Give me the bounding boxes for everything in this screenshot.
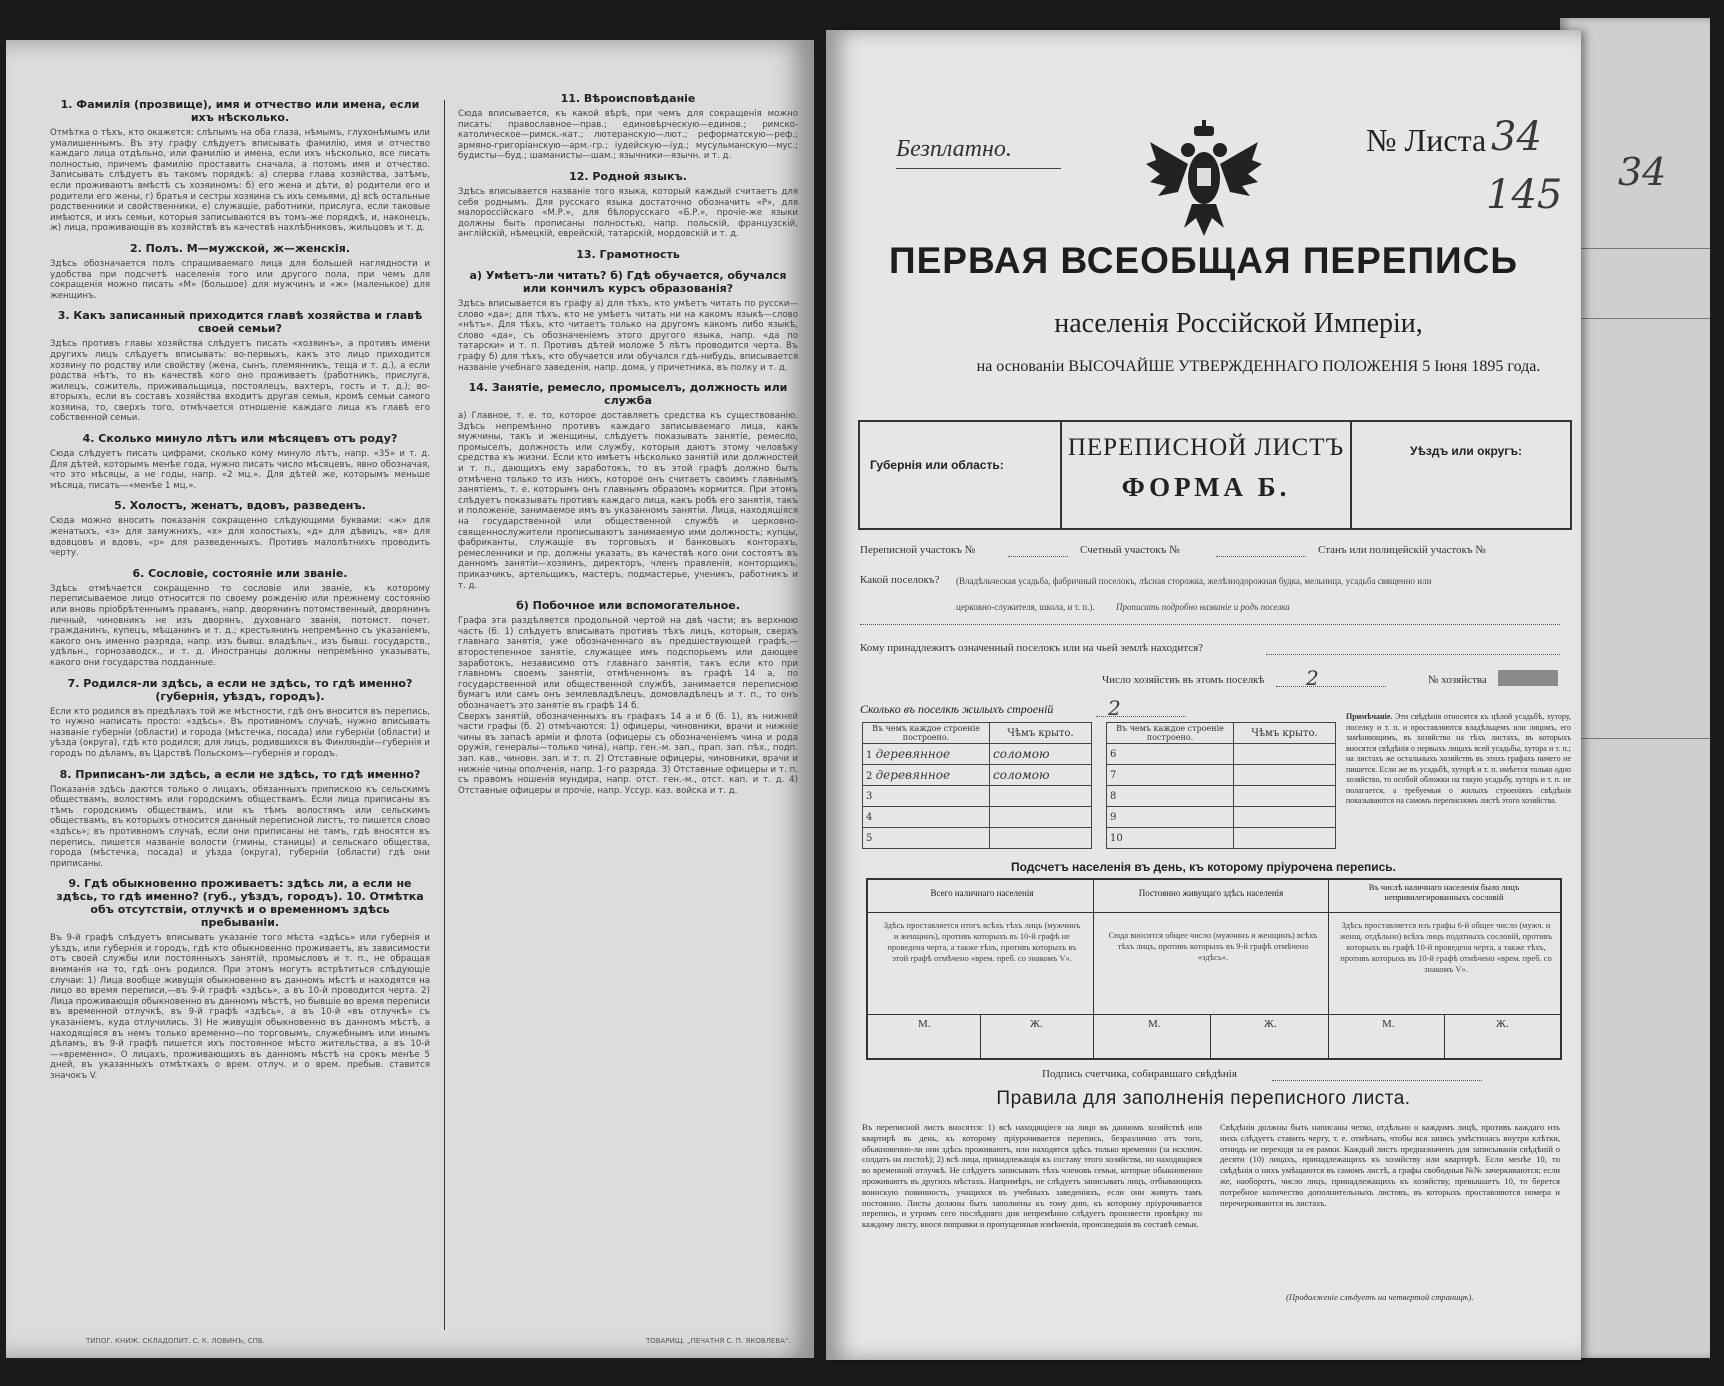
section-title: а) Умѣетъ-ли читать? б) Гдѣ обучается, обучался или кончилъ курсъ образованія? bbox=[469, 268, 787, 295]
owner-field[interactable] bbox=[1266, 654, 1560, 655]
instructions-column-2 bbox=[458, 84, 798, 1354]
section-title: б) Побочное или вспомогательное. bbox=[516, 599, 740, 613]
table-row[interactable]: 4 bbox=[863, 807, 1092, 828]
perepisnoy-uchastok-field[interactable] bbox=[1008, 556, 1068, 557]
households-value: 2 bbox=[1306, 666, 1319, 690]
count-col-unprivileged-text: Здѣсь проставляется изъ графы 6-й общее число (мужч. и женщ. отдѣльно) всѣхъ лицъ податныхъ сословій, противъ которыхъ въ графѣ 10-й проведена черта, а также тѣхъ, противъ которыхъ въ 10-й графѣ отмѣчено «врем. преб. со знакомъ V». bbox=[1339, 920, 1552, 974]
section-title: 3. Какъ записанный приходится главѣ хозяйства и главѣ своей семьи? bbox=[57, 309, 423, 336]
legal-basis: на основаніи ВЫСОЧАЙШЕ УТВЕРЖДЕННАГО ПОЛОЖЕНІЯ 5 Іюня 1895 года. bbox=[976, 358, 1541, 375]
section-title: 9. Гдѣ обыкновенно проживаетъ: здѣсь ли, а если не здѣсь, то гдѣ именно? (губ., уѣздъ, городъ). 10. Отмѣтка объ отсутствіи, отлучкѣ и о временномъ здѣсь пребываніи. bbox=[56, 877, 424, 930]
guberniya-label: Губернія или область: bbox=[870, 458, 1004, 472]
count-col-permanent-head: Постоянно живущаго здѣсь населенія bbox=[1138, 888, 1284, 898]
back-sheet-line bbox=[1560, 318, 1710, 319]
count-divider bbox=[868, 912, 1560, 913]
section-text: Здѣсь вписывается въ графу а) для тѣхъ, кто умѣетъ читать по русски—слово «да»; для тѣхъ, кто не умѣетъ читать ни на какомъ языкѣ—слово «нѣтъ». Для тѣхъ, кто читаетъ только на другомъ какомъ либо языкѣ, слово «да», съ обозначеніемъ этого другого языка, напр. «да по татарски» и т. п. Противъ дѣтей моложе 5 лѣтъ проводится черта. Въ графу б) для тѣхъ, кто обучается или обучался гдѣ-нибудь, вписывается названіе учебнаго заведенія, напр. дома, у причетника, въ полку и т. д. bbox=[458, 298, 798, 373]
count-divider bbox=[1328, 880, 1329, 1058]
col-built: Въ чемъ каждое строеніе построено. bbox=[863, 723, 990, 744]
table-row[interactable]: 10 bbox=[1107, 828, 1336, 849]
printer-footer-1: ТИПОГ. КНИЖ. СКЛАДОПИТ. С. К. ЛОВИНЪ, СПБ. bbox=[86, 1337, 265, 1345]
table-row[interactable]: 7 bbox=[1107, 765, 1336, 786]
main-title: ПЕРВАЯ ВСЕОБЩАЯ ПЕРЕПИСЬ bbox=[889, 240, 1518, 281]
section-text: Сверхъ занятій, обозначенныхъ въ графахъ 14 а и б (б. 1), въ нижней части графы (б. 2) отмѣчаются: 1) офицеры, чиновники, врачи и нижніе чины въ запасѣ армiи и флота (офицеры съ обозначеніемъ чина и рода оружія, генералы—только чина), напр. ген.-м. зап., прап. зап. пѣх., подп. зап. кав., чиновн. зап. и т. п. 2) Отставные офицеры, чиновники, врачи и нижніе чины ополченія, напр. 1-го разряда. 3) Отставные офицеры и т. п. съ правомъ ношенія мундира, напр. отст. ген.-м., отст. кап. и т. д. 4) Отставные офицеры и прочіе, напр. Уссур. каз. войска и т. д. bbox=[458, 711, 798, 796]
table-row[interactable]: 3 bbox=[863, 786, 1092, 807]
table-row[interactable]: 6 bbox=[1107, 744, 1336, 765]
back-sheet-line bbox=[1560, 248, 1710, 249]
section-title: 6. Сословіе, состояніе или званіе. bbox=[132, 566, 348, 580]
section-text: Графа эта раздѣляется продольной чертой на двѣ части; въ верхнюю часть (б. 1) слѣдуетъ вписывать противъ тѣхъ лицъ, которыя, сверхъ главнаго занятія, уже обозначеннаго въ предшествующей графѣ,—второстепенное занятіе, служащее имъ подспорьемъ или дающее заработокъ, независимо отъ главнаго занятія, такъ если кто при главномъ своемъ занятіи, отмѣченномъ въ графѣ 14 а, по государственной или общественной службѣ, занимается переписною бумагъ или самъ онъ землевладѣлецъ, домовладѣлецъ и т. п., то онъ обозначаетъ это занятіе въ графѣ 14 б. bbox=[458, 616, 798, 711]
section-title: 14. Занятіе, ремесло, промыселъ, должность или служба bbox=[468, 381, 788, 408]
count-divider bbox=[1444, 1014, 1445, 1058]
stan-label: Станъ или полицейскій участокъ № bbox=[1318, 544, 1486, 556]
header-divider bbox=[1350, 422, 1352, 528]
counter-signature-label: Подпись счетчика, собиравшаго свѣдѣнія bbox=[1042, 1068, 1237, 1080]
column-divider bbox=[444, 100, 445, 1330]
buildings-field[interactable] bbox=[1096, 716, 1186, 717]
section-text: а) Главное, т. е. то, которое доставляетъ средства къ существованію. Здѣсь непремѣнно противъ каждаго записываемаго лица, какъ мужчины, такъ и женщины, слѣдуетъ показывать занятіе, ремесло, промыселъ, должность или службу, которыя даютъ этому человѣку средства къ жизни. Если кто имѣетъ нѣсколько занятій или должностей и т. п., дающихъ ему заработокъ, то въ этой графѣ должно быть отмѣчено только то изъ нихъ, которое онъ считаетъ своимъ главнымъ занятіемъ, т. е. которымъ онъ главнымъ образомъ кормится. При этомъ слѣдуетъ показывать противъ каждаго лица, какъ робѣ его занятія, такъ и положеніе, занимаемое имъ въ указанномъ занятіи. Лица, находящіяся на государственной или общественной службѣ и церковно-священнослужители прописываютъ занимаемую ими должность; купцы, фабриканты, служащіе въ торговыхъ и банковыхъ конторахъ, ремесленники и пр. должны указать, въ качествѣ кого они состоятъ въ данномъ занятіи—хозяинъ, директоръ, членъ правленія, конторщикъ, приказчикъ, артельщикъ, мастеръ, подмастерье, ученикъ, работникъ и т. д. bbox=[458, 411, 798, 591]
section-text: Сюда слѣдуетъ писать цифрами, сколько кому минуло лѣтъ, напр. «35» и т. д. Для дѣтей, которымъ менѣе года, нужно писать число мѣсяцевъ, явно обозначая, что это мѣсяцы, а не годы, напр. «2 мц.». Для дѣтей же, которымъ меньше мѣсяца, писать—«менѣе 1 мц.». bbox=[50, 449, 430, 491]
rules-column-1: Въ переписной листъ вносятся: 1) всѣ находящіеся на лицо въ данномъ хозяйствѣ или квартирѣ въ день, къ которому пріурочивается перепись, безразлично отъ того, обыкновенно-ли они здѣсь проживаютъ, или находятся здѣсь только временно (за исключ. солдатъ на постоѣ); 2) всѣ лица, принадлежащія къ составу этого хозяйства, но находящіяся во временной отлучкѣ. Не слѣдуетъ записывать тѣхъ членовъ семьи, которые обыкновенно проживаютъ въ другихъ мѣстахъ. Напримѣръ, не слѣдуетъ записывать лицъ, отбывающихъ воинскую повинность, учащихся въ учебныхъ заведеніяхъ, если они живутъ тамъ постоянно. Листы должны быть заполнены къ тому дню, къ которому пріурочивается перепись, и утромъ сего послѣдняго дня непремѣнно слѣдуетъ произвести провѣрку по каждому листу, внося поправки и пропущенныя измѣненія, происшедшія въ составѣ семьи. bbox=[862, 1122, 1202, 1230]
col-roof: Чѣмъ крыто. bbox=[990, 723, 1092, 744]
rules-title: Правила для заполненія переписного листа. bbox=[996, 1088, 1411, 1109]
back-sheet-number: 34 bbox=[1618, 150, 1667, 194]
section-title: 11. Вѣроисповѣданіе bbox=[560, 92, 696, 105]
form-label: ФОРМА Б. bbox=[1121, 472, 1291, 502]
posyolok-label: Какой поселокъ? bbox=[860, 574, 940, 586]
back-sheet-line bbox=[1560, 738, 1710, 739]
rules-footer: (Продолженіе слѣдуетъ на четвертой страницѣ). bbox=[1286, 1292, 1474, 1302]
section-text: Въ 9-й графѣ слѣдуетъ вписывать указаніе того мѣста «здѣсь» или губернія и уѣздъ, или губернія и городъ, гдѣ кто обыкновенно проживаетъ, въ зависимости отъ своей службы или постоянныхъ занятій, промысловъ и т. п., не обращая вниманія на то, гдѣ онъ родился. При этомъ могутъ встрѣтиться слѣдующіе случаи: 1) Лица вообще живущія обыкновенно въ данномъ мѣстѣ и находятся на лицо во время переписи,—въ 9-й графѣ «здѣсь», а въ 10-й проводится черта. 2) Лица проживающія обыкновенно въ данномъ мѣстѣ, но бывшіе во время переписи въ временной отлучкѣ, въ 9-й графѣ «здѣсь», а въ 10-й «въ отлучкѣ» съ указаніемъ, куда отлучились. 3) Не живущія обыкновенно въ данномъ мѣстѣ, а находящіяся въ немъ только временно—по торговымъ, служебнымъ или инымъ дѣламъ, въ 9-й графѣ пишется ихъ постоянное мѣсто жительства, а въ 10-й—«временно». О лицахъ, проживающихъ въ данномъ мѣстѣ на срокъ менѣе 5 дней, въ указанныхъ отмѣткахъ о врем. отлуч. и о врем. пребыв. ставится значокъ V. bbox=[50, 933, 430, 1081]
corner-number-handwritten: 145 bbox=[1486, 172, 1563, 218]
count-col-total-text: Здѣсь проставляется итогъ всѣхъ тѣхъ лицъ (мужчинъ и женщинъ), противъ которыхъ въ 10-й графѣ не проведена черта, а также тѣхъ, противъ которыхъ въ этой графѣ отмѣчено «врем. преб. со знакомъ V». bbox=[883, 920, 1081, 963]
section-text: Здѣсь вписывается названіе того языка, который каждый считаетъ для себя роднымъ. Для русскаго языка достаточно обозначить «Р», для малороссійскаго «М.Р.», для бѣлорусскаго «Б.Р.», прочіе-же языки должны быть прописаны полностью, напр. польскій, французскій, англійскій, нѣмецкій, еврейскій, татарскій, мордовскій и т. д. bbox=[458, 186, 798, 240]
count-divider bbox=[980, 1014, 981, 1058]
sheet-title: ПЕРЕПИСНОЙ ЛИСТЪ bbox=[1067, 434, 1345, 461]
sheet-number-label: № Листа bbox=[1366, 122, 1487, 158]
section-title: 13. Грамотность bbox=[576, 247, 680, 261]
count-divider bbox=[868, 1014, 1560, 1015]
table-row[interactable]: 1 деревянное соломою bbox=[863, 744, 1092, 765]
section-text: Показанія здѣсь даются только о лицахъ, обязанныхъ припискою къ сельскимъ обществамъ, волостямъ или городскимъ обществамъ. Если лица приписаны въ тѣмъ городскимъ обществамъ, или къ тѣмъ волостямъ или сельскимъ обществамъ, въ которыхъ относится данный переписной листъ, то пишется слово «здѣсь»; въ противномъ случаѣ, если они приписаны не тамъ, гдѣ вносятся въ перепись, пишется названіе волости (гмины, станицы) и сельскаго общества, города (мѣстечка, посада) и уѣзда (округа), губерніи (области) гдѣ они приписаны. bbox=[50, 784, 430, 869]
instructions-column-1 bbox=[50, 90, 430, 1360]
posyolok-hint-3: Прописать подробно названіе и родъ поселка bbox=[1116, 602, 1290, 612]
count-divider bbox=[1093, 880, 1094, 1058]
section-text: Здѣсь обозначается полъ спрашиваемаго лица для большей наглядности и удобства при подсчетѣ населенія того или другого пола, при чемъ для сокращенія можно писать «М» (большое) для мужчинъ и «ж» (маленькое) для женщинъ. bbox=[50, 258, 430, 301]
population-count-box bbox=[866, 878, 1562, 1060]
m-label: М. bbox=[918, 1018, 931, 1030]
count-col-permanent-text: Сюда вносится общее число (мужчинъ и женщинъ) всѣхъ тѣхъ лицъ, противъ которыхъ въ 9-й графѣ отмѣчено «здѣсь». bbox=[1108, 930, 1318, 962]
free-label-underline bbox=[896, 168, 1061, 169]
section-title: 5. Холостъ, женатъ, вдовъ, разведенъ. bbox=[114, 499, 366, 513]
printer-footer-2: ТОВАРИЩ. „ПЕЧАТНЯ С. П. ЯКОВЛЕВА“. bbox=[646, 1337, 791, 1345]
counter-signature-field[interactable] bbox=[1272, 1080, 1482, 1081]
double-headed-eagle-emblem bbox=[1144, 120, 1264, 240]
perepisnoy-uchastok-label: Переписной участокъ № bbox=[860, 544, 976, 556]
table-row[interactable]: 5 bbox=[863, 828, 1092, 849]
note-text: Эти свѣдѣнія относятся къ цѣлой усадьбѣ, хутору, поселку и т. п. и проставляются владѣльцемъ или лицомъ, его замѣняющимъ, въ хозяйство на тѣхъ листахъ, въ которыхъ вносятся свѣдѣнія о первыхъ лицахъ всей усадьбы, хутора и т. п.; на листахъ же остальныхъ хозяйствъ въ этихъ графахъ ничего не пишется. Если же въ усадьбѣ, хуторѣ и т. п. имѣется только одно хозяйство, то особой обложки на такую усадьбу, хуторъ и т. п. не полагается, а требуемыя о жилыхъ строеніяхъ свѣдѣнія показываются на самомъ переписномъ листѣ этого хозяйства. bbox=[1346, 712, 1572, 805]
posyolok-field[interactable] bbox=[860, 624, 1560, 625]
section-text: Если кто родился въ предѣлахъ той же мѣстности, гдѣ онъ вносится въ перепись, то нужно написать просто: «здѣсь». Въ противномъ случаѣ, нужно вписывать названіе губерніи (области) и города (мѣстечка, посада) или губерніи (области) и уѣзда (округа), гдѣ кто родился; для лицъ, родившихся въ Финляндіи—губернія и городъ по дѣламъ, въ Царствѣ Польскомъ—губернія и городъ. bbox=[50, 706, 430, 759]
zh-label: Ж. bbox=[1264, 1018, 1277, 1030]
schetny-uchastok-label: Счетный участокъ № bbox=[1080, 544, 1180, 556]
households-label: Число хозяйствъ въ этомъ поселкѣ bbox=[1102, 674, 1265, 686]
col-roof: Чѣмъ крыто. bbox=[1234, 723, 1336, 744]
count-col-total-head: Всего наличнаго населенія bbox=[930, 888, 1034, 898]
count-title: Подсчетъ населенія въ день, къ которому пріурочена перепись. bbox=[1011, 860, 1396, 874]
col-built: Въ чемъ каждое строеніе построено. bbox=[1107, 723, 1234, 744]
sheet-number-handwritten: 34 bbox=[1491, 114, 1542, 160]
free-label: Безплатно. bbox=[896, 136, 1012, 162]
section-text: Сюда вписывается, къ какой вѣрѣ, при чемъ для сокращенія можно писать: православное—прав.; единовѣрческую—единов.; римско-католическое—римск.-кат.; лютеранскую—лют.; реформатскую—реф.; армяно-григоріанскую—арм.-гр.; іудейскую—іуд.; мусульманскую—мус.; будисты—буд.; шаманисты—шам.; язычники—язычн. и т. д. bbox=[458, 109, 798, 162]
count-divider bbox=[1210, 1014, 1211, 1058]
section-title: 2. Полъ. М—мужской, ж—женскія. bbox=[129, 241, 351, 255]
form-header-box bbox=[858, 420, 1572, 530]
m-label: М. bbox=[1148, 1018, 1161, 1030]
section-text: Сюда можно вносить показанія сокращенно слѣдующими буквами: «ж» для женатыхъ, «з» для замужнихъ, «х» для холостыхъ, «д» для дѣвицъ, «в» для вдовцовъ и вдовъ, «р» для разведенныхъ. Противъ малолѣтнихъ проводить черту. bbox=[50, 516, 430, 559]
count-col-unprivileged-head: Въ числѣ наличнаго населенія было лицъ непривилегированныхъ сословій bbox=[1368, 882, 1520, 902]
section-text: Здѣсь противъ главы хозяйства слѣдуетъ писать «хозяинъ», а противъ имени другихъ лицъ слѣдуетъ вписывать: во-первыхъ, какъ это лицо приходится хозяину по родству или свойству (жена, сынъ, племянникъ, теща и т. д.), а если родства нѣтъ, то въ качествѣ кого оно проживаетъ (работникъ, прислуга, жилецъ, сожитель, приживальщица, постоялецъ, вахтеръ, гость и т. д.); во-вторыхъ, если въ составъ хозяйства входитъ другая семья, кромѣ семьи самого хозяина, то, сверхъ того, отмѣчается отношеніе каждаго лица къ главѣ его собственной семьи. bbox=[50, 339, 430, 424]
census-form-page bbox=[826, 30, 1581, 1360]
section-text: Здѣсь отмѣчается сокращенно то сословіе или званіе, къ которому переписываемое лицо относится по своему рожденію или прежнему состоянію или вновь пріобрѣтеннымъ правамъ, напр. дворянинъ потомственный, дворянинъ личный, чиновникъ не изъ дворянъ, духовнаго званія, потомст. почет. гражданинъ, купецъ, мѣщанинъ и т. д.; крестьянинъ непремѣнно съ указаніемъ, какого онъ именно разряда, напр. изъ бывш. владѣльч., изъ бывш. государств., удѣльн., горнозаводск., и т. д. Иностранцы должны непремѣнно указывать, какого они государства подданные. bbox=[50, 583, 430, 668]
left-page bbox=[6, 40, 814, 1358]
owner-label: Кому принадлежитъ означенный поселокъ или на чьей землѣ находится? bbox=[860, 642, 1204, 654]
subtitle: населенія Россійской Имперіи, bbox=[1054, 308, 1423, 339]
table-row[interactable]: 8 bbox=[1107, 786, 1336, 807]
schetny-uchastok-field[interactable] bbox=[1216, 556, 1306, 557]
zh-label: Ж. bbox=[1496, 1018, 1509, 1030]
buildings-label: Сколько въ поселкѣ жилыхъ строеній bbox=[860, 702, 1054, 716]
zh-label: Ж. bbox=[1030, 1018, 1043, 1030]
uezd-label: Уѣздъ или округъ: bbox=[1410, 444, 1523, 458]
section-title: 8. Приписанъ-ли здѣсь, а если не здѣсь, то гдѣ именно? bbox=[59, 767, 421, 781]
note-title: Примѣчаніе. bbox=[1346, 712, 1393, 721]
households-field[interactable] bbox=[1276, 686, 1386, 687]
rules-column-2: Свѣдѣнія должны быть написаны четко, отдѣльно о каждомъ лицѣ, противъ каждаго изъ нихъ слѣдуетъ ставить черту, т. е. отмѣчать, чтобы вся запись умѣстилась внутри клѣтки, отнюдь не переходя за ея рамки. Каждый листъ предназначенъ для записыванія свѣдѣній о десяти (10) лицахъ, принадлежащихъ къ хозяйству или квартирѣ. Если менѣе 10, то свѣдѣнія о нихъ умѣщаются въ самомъ листѣ, а графы свободныя №№ зачеркиваются; если же, наоборотъ, число лицъ, принадлежащихъ къ хозяйству, превышаетъ 10, то берется потребное количество дополнительныхъ листовъ, въ которыхъ проставляются номера и перечеркиваются въ листахъ. bbox=[1220, 1122, 1560, 1208]
table-row[interactable]: 2 деревянное соломою bbox=[863, 765, 1092, 786]
back-sheets-edge bbox=[1560, 18, 1710, 1358]
table-row[interactable]: 9 bbox=[1107, 807, 1336, 828]
posyolok-hint-2: церковно-служителя, школа, и т. п.). bbox=[956, 602, 1095, 612]
buildings-note bbox=[1346, 712, 1571, 807]
m-label: М. bbox=[1382, 1018, 1395, 1030]
posyolok-hint: (Владѣльческая усадьба, фабричный поселокъ, лѣсная сторожка, желѣзнодорожная будка, мельница, усадьба священно или bbox=[956, 576, 1432, 586]
buildings-table-right bbox=[1106, 722, 1336, 849]
section-title: 4. Сколько минуло лѣтъ или мѣсяцевъ отъ роду? bbox=[82, 432, 398, 446]
buildings-value: 2 bbox=[1108, 696, 1121, 720]
household-no-label: № хозяйства bbox=[1428, 674, 1487, 686]
section-title: 1. Фамилія (прозвище), имя и отчество или имена, если ихъ нѣсколько. bbox=[60, 98, 420, 124]
buildings-table-left bbox=[862, 722, 1092, 849]
section-title: 7. Родился-ли здѣсь, а если не здѣсь, то гдѣ именно? (губернія, уѣздъ, городъ). bbox=[67, 676, 413, 703]
section-text: Отмѣтка о тѣхъ, кто окажется: слѣпымъ на оба глаза, нѣмымъ, глухонѣмымъ или умалишеннымъ. Въ эту графу слѣдуетъ вписывать фамилію, имя и отчество каждаго лица отдѣльно, или фамилію и имена, если ихъ нѣсколько, все писать полностью, причемъ фамилію проставить сначала, а потомъ имя и отчество. Записывать слѣдуетъ въ такомъ порядкѣ: а) сперва глава хозяйства, затѣмъ, если проживаютъ вмѣстѣ съ хозяиномъ: б) его жена и дѣти, в) родители его и родители его жены, г) братья и сестры хозяина съ ихъ семьями, д) всѣ остальные родственники и свойственники, е) служащіе, работники, прислуга, если таковые имѣются, и ихъ семьи, которыя записываются въ томъ-же порядкѣ, и, наконецъ, ж) лица, проживающія въ хозяйствѣ въ качествѣ нахлѣбниковъ, жильцовъ и т. д. bbox=[50, 128, 430, 234]
section-title: 12. Родной языкъ. bbox=[569, 169, 687, 183]
redacted-household-number bbox=[1498, 670, 1558, 686]
